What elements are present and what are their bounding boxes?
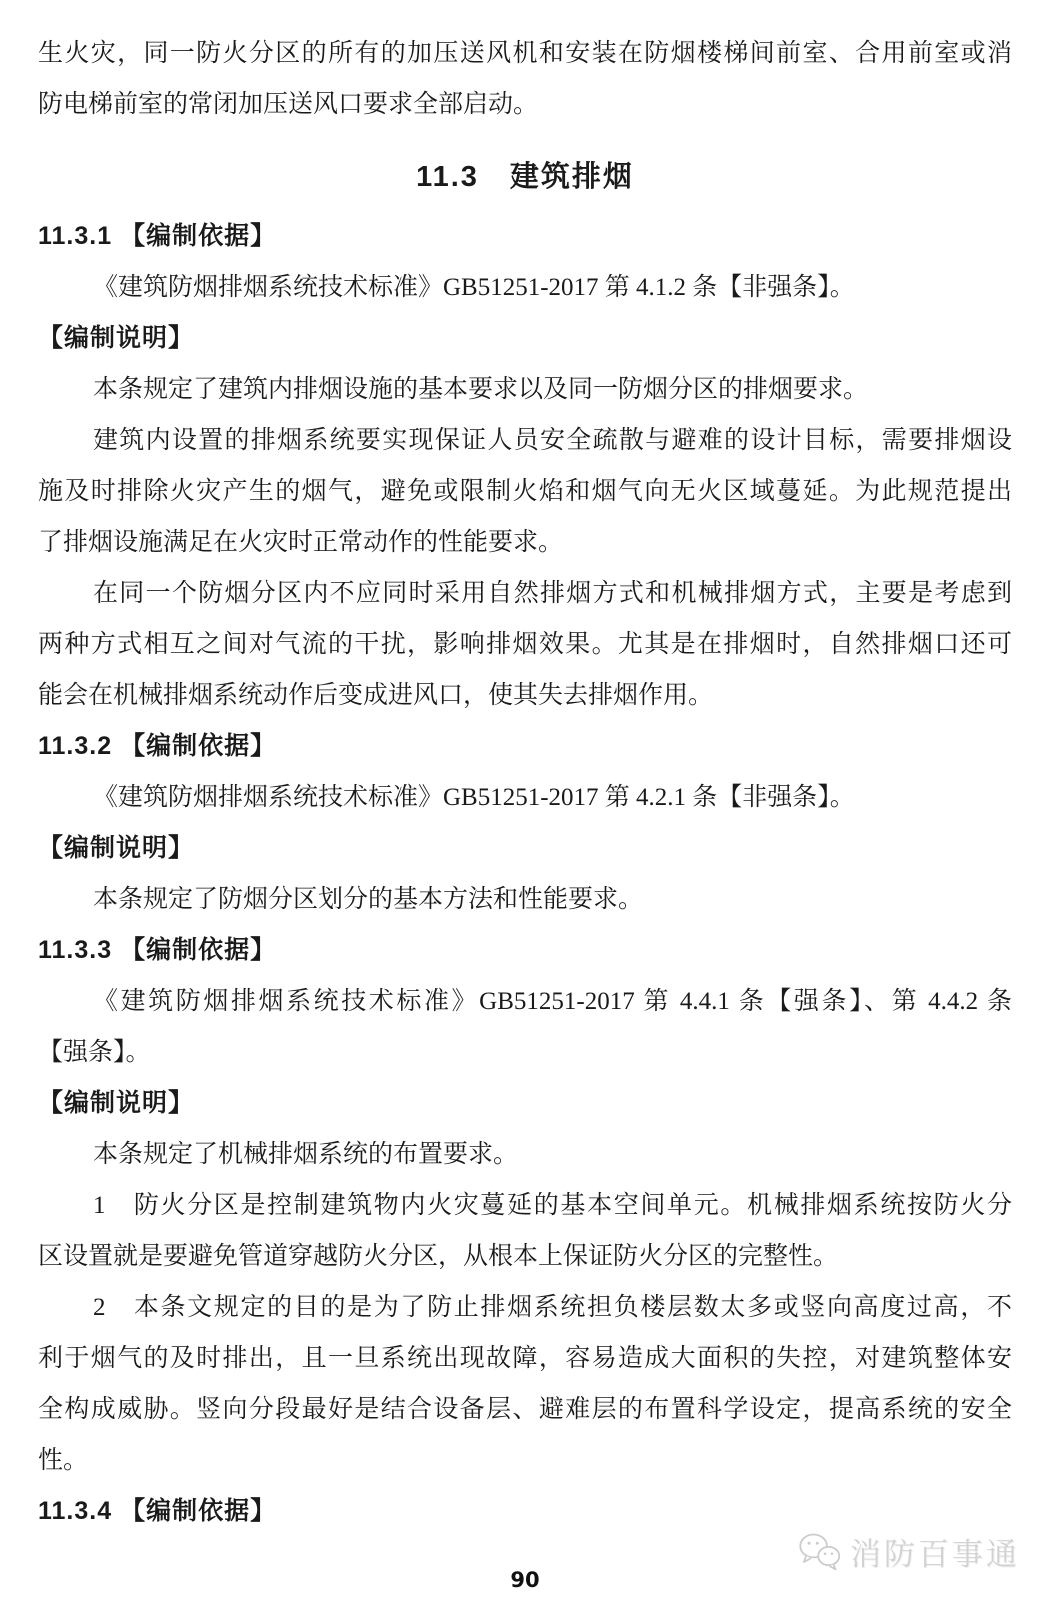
text-line: 能会在机械排烟系统动作后变成进风口，使其失去排烟作用。 (38, 682, 714, 709)
text-line: 施及时排除火灾产生的烟气，避免或限制火焰和烟气向无火区域蔓延。为此规范提出 (38, 478, 1012, 505)
text-line: 防电梯前室的常闭加压送风口要求全部启动。 (38, 91, 539, 118)
watermark-text: 消防百事通 (850, 1536, 1020, 1572)
text-line: 本条规定了建筑内排烟设施的基本要求以及同一防烟分区的排烟要求。 (93, 376, 869, 403)
text-line: 2 本条文规定的目的是为了防止排烟系统担负楼层数太多或竖向高度过高，不 (93, 1294, 1012, 1321)
text-line: 《建筑防烟排烟系统技术标准》GB51251-2017 第 4.4.1 条【强条】、第 4.4.2 条 (93, 988, 1012, 1015)
text-line: 1 防火分区是控制建筑物内火灾蔓延的基本空间单元。机械排烟系统按防火分 (93, 1192, 1012, 1219)
text-line: 【编制说明】 (38, 834, 195, 862)
text-line: 【强条】。 (38, 1039, 151, 1066)
document-body (38, 28, 1012, 1537)
text-line: 《建筑防烟排烟系统技术标准》GB51251-2017 第 4.2.1 条【非强条】。 (93, 784, 855, 811)
text-line: 【编制说明】 (38, 1089, 195, 1117)
text-line: 本条规定了机械排烟系统的布置要求。 (93, 1141, 519, 1168)
text-line: 本条规定了防烟分区划分的基本方法和性能要求。 (93, 886, 644, 913)
text-line: 【编制说明】 (38, 324, 195, 352)
text-line: 建筑内设置的排烟系统要实现保证人员安全疏散与避难的设计目标，需要排烟设 (93, 427, 1012, 454)
text-line: 了排烟设施满足在火灾时正常动作的性能要求。 (38, 529, 564, 556)
text-line: 生火灾，同一防火分区的所有的加压送风机和安装在防烟楼梯间前室、合用前室或消 (38, 40, 1012, 67)
wechat-icon (798, 1531, 842, 1571)
text-line: 在同一个防烟分区内不应同时采用自然排烟方式和机械排烟方式，主要是考虑到 (93, 580, 1012, 607)
text-line: 全构成威胁。竖向分段最好是结合设备层、避难层的布置科学设定，提高系统的安全 (38, 1396, 1012, 1423)
text-line: 性。 (38, 1447, 89, 1474)
text-line: 11.3.4 【编制依据】 (38, 1497, 277, 1525)
text-line: 两种方式相互之间对气流的干扰，影响排烟效果。尤其是在排烟时，自然排烟口还可 (38, 631, 1012, 658)
section-heading: 11.3 建筑排烟 (416, 161, 634, 193)
text-line: 《建筑防烟排烟系统技术标准》GB51251-2017 第 4.1.2 条【非强条】。 (93, 274, 855, 301)
text-line: 11.3.3 【编制依据】 (38, 936, 277, 964)
text-line: 利于烟气的及时排出，且一旦系统出现故障，容易造成大面积的失控，对建筑整体安 (38, 1345, 1012, 1372)
text-line: 区设置就是要避免管道穿越防火分区，从根本上保证防火分区的完整性。 (38, 1243, 839, 1270)
text-line: 11.3.2 【编制依据】 (38, 732, 277, 760)
page-number: 90 (510, 1568, 540, 1592)
text-line: 11.3.1 【编制依据】 (38, 222, 277, 250)
